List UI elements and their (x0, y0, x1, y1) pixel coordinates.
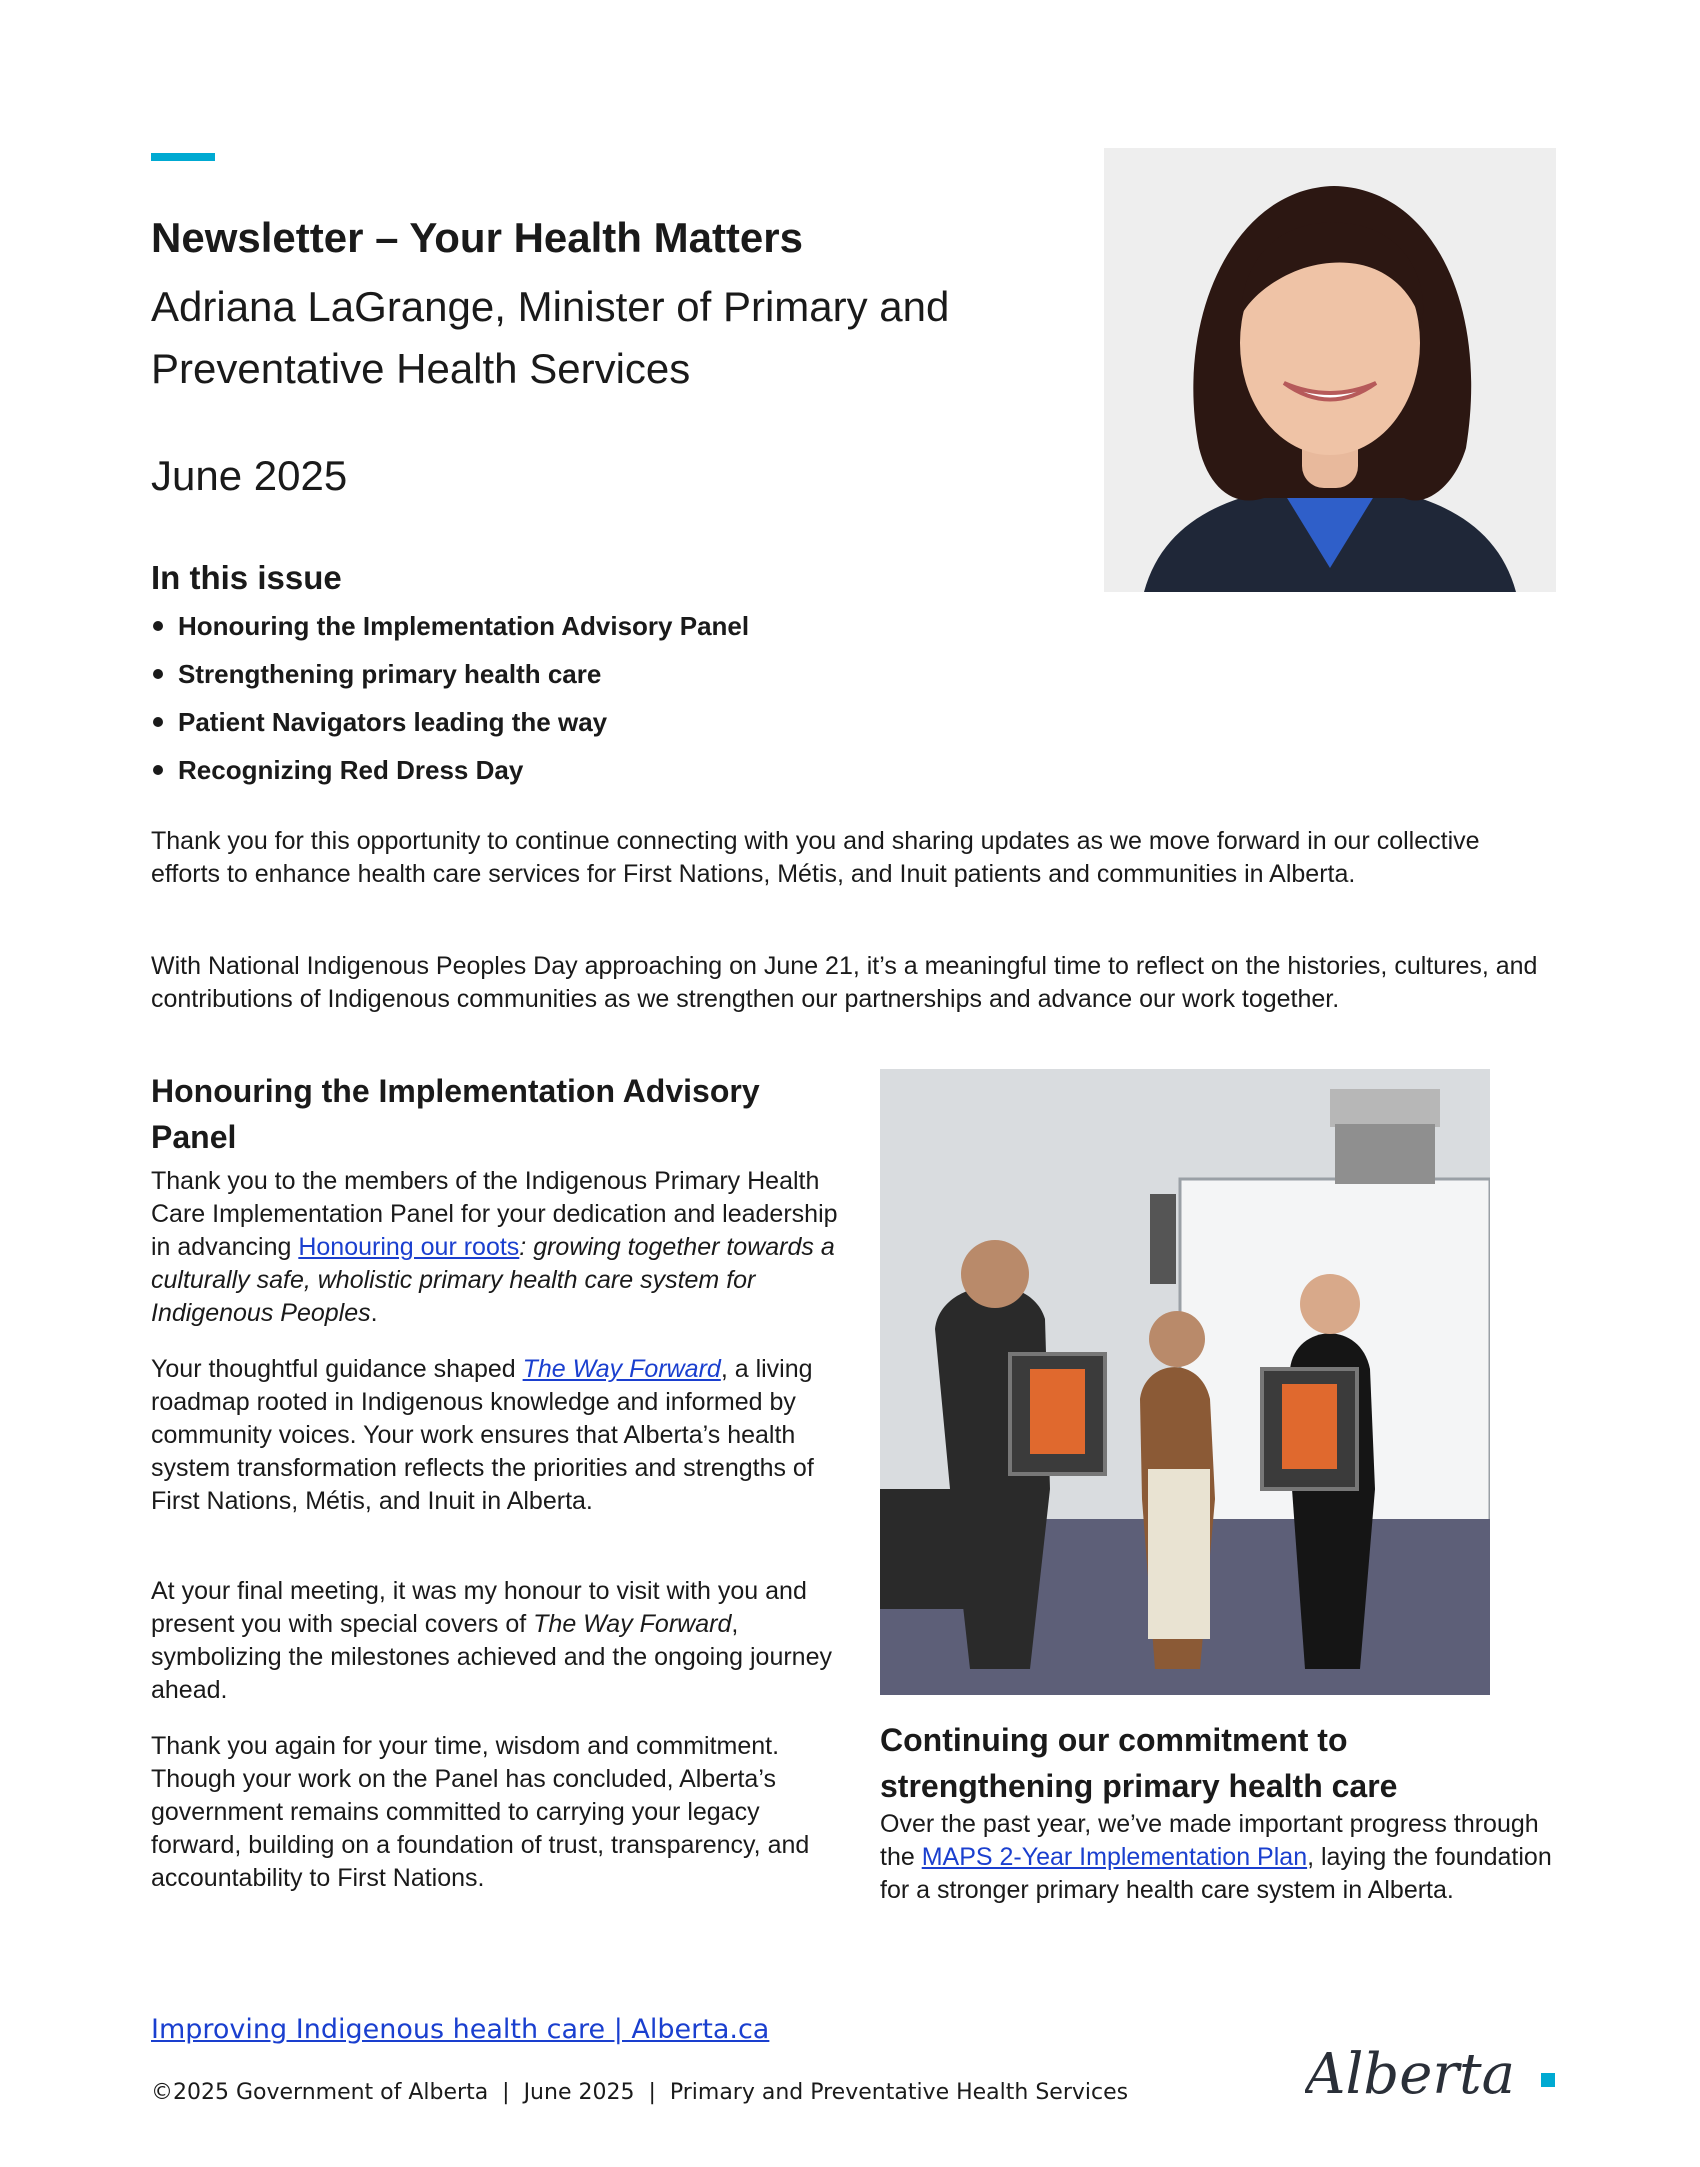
bullet-icon (153, 717, 163, 727)
issue-item: Honouring the Implementation Advisory Panel (151, 602, 749, 650)
minister-portrait (1104, 148, 1556, 592)
footer-copyright: ©2025 Government of Alberta | June 2025 | Primary and Preventative Health Services (151, 2080, 1129, 2105)
commitment-paragraph: Over the past year, we’ve made important progress through the MAPS 2-Year Implementation Plan, laying the foundation for a stronger primary health care system in Alberta. (880, 1810, 1552, 1904)
newsletter-title: Newsletter – Your Health Matters (151, 214, 803, 261)
intro-paragraph-1: Thank you for this opportunity to continue connecting with you and sharing updates as we move forward in our collective efforts to enhance health care services for First Nations, Métis, and Inuit patients and communities in Alberta. (151, 827, 1480, 888)
issue-item: Recognizing Red Dress Day (151, 746, 749, 794)
bullet-icon (153, 765, 163, 775)
minister-subtitle: Adriana LaGrange, Minister of Primary and Preventative Health Services (151, 283, 950, 392)
issue-date: June 2025 (151, 452, 348, 499)
honouring-heading: Honouring the Implementation Advisory Panel (151, 1073, 760, 1155)
svg-text:Alberta: Alberta (1305, 2042, 1515, 2107)
the-way-forward-link[interactable]: The Way Forward (522, 1355, 721, 1383)
bullet-icon (153, 621, 163, 631)
alberta-logo (1305, 2035, 1565, 2115)
intro-paragraph-2: With National Indigenous Peoples Day approaching on June 21, it’s a meaningful time to reflect on the histories, cultures, and contributions of Indigenous communities as we strengthen our partnerships and advance our work together. (151, 952, 1538, 1013)
maps-plan-link[interactable]: MAPS 2-Year Implementation Plan (921, 1843, 1308, 1871)
commitment-heading: Continuing our commitment to strengthening primary health care (880, 1722, 1398, 1804)
panel-group-photo (880, 1069, 1490, 1695)
footer-alberta-link[interactable]: Improving Indigenous health care | Alberta.ca (151, 2014, 770, 2045)
honouring-our-roots-link[interactable]: Honouring our roots (298, 1233, 520, 1261)
issue-item: Patient Navigators leading the way (151, 698, 749, 746)
accent-bar (151, 153, 215, 161)
honouring-paragraph-1: Thank you to the members of the Indigenous Primary Health Care Implementation Panel for your dedication and leadership in advancing Honouring our roots: growing together towards a culturally safe, wholistic primary health care system for Indigenous Peoples. (151, 1167, 838, 1327)
honouring-paragraph-3: At your final meeting, it was my honour to visit with you and present you with special covers of The Way Forward, symbolizing the milestones achieved and the ongoing journey ahead. (151, 1577, 832, 1704)
bullet-icon (153, 669, 163, 679)
issue-list (151, 602, 749, 794)
issue-item: Strengthening primary health care (151, 650, 749, 698)
honouring-paragraph-2: Your thoughtful guidance shaped The Way Forward, a living roadmap rooted in Indigenous knowledge and informed by community voices. Your work ensures that Alberta’s health system transformation reflects the priorities and strengths of First Nations, Métis, and Inuit in Alberta. (151, 1355, 814, 1515)
honouring-paragraph-4: Thank you again for your time, wisdom and commitment. Though your work on the Panel has concluded, Alberta’s government remains committed to carrying your legacy forward, building on a foundation of trust, transparency, and accountability to First Nations. (151, 1732, 810, 1892)
in-this-issue-heading: In this issue (151, 559, 342, 596)
